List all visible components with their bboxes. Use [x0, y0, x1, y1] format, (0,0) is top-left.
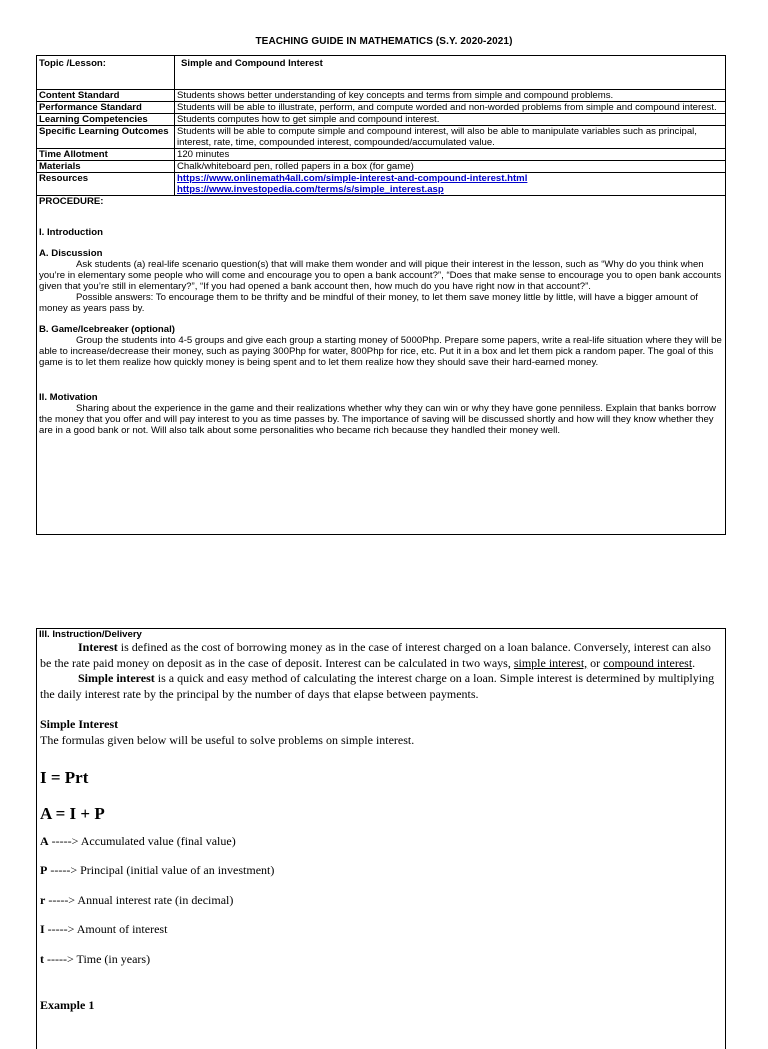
resources-value	[175, 173, 726, 196]
definition-symbol: I	[40, 922, 45, 937]
interest-text-c: .	[692, 655, 696, 670]
definition-symbol: r	[40, 892, 46, 907]
content-standard-label: Content Standard	[37, 90, 175, 102]
formula-a-ip: A = I + P	[40, 803, 105, 823]
definition-text: -----> Time (in years)	[44, 951, 151, 966]
definition-line	[40, 863, 721, 879]
performance-standard-row	[37, 102, 726, 114]
materials-label: Materials	[37, 161, 175, 173]
interest-text-a: is defined as the cost of borrowing money as in the case of interest charged on a loan balance. Conversely, interest can also be the rate paid money on deposit as in the case of deposit. Interest can be calculated in two ways,	[40, 640, 711, 670]
performance-standard-value: Students will be able to illustrate, perform, and compute worded and non-worded problems from simple and compound interest.	[175, 102, 726, 114]
learning-competencies-label: Learning Competencies	[37, 114, 175, 126]
specific-outcomes-row	[37, 126, 726, 149]
teaching-guide-table	[36, 55, 726, 535]
definition-line	[40, 834, 721, 850]
definition-text: -----> Accumulated value (final value)	[48, 833, 236, 848]
document-title: TEACHING GUIDE IN MATHEMATICS (S.Y. 2020-2021)	[255, 36, 513, 47]
definition-symbol: P	[40, 863, 48, 878]
simple-interest-text: is a quick and easy method of calculating the interest charge on a loan. Simple interest is determined by multiplying the daily interest rate by the principal by the number of days that elapse between payments.	[40, 671, 715, 701]
motivation-text: Sharing about the experience in the game and their realizations whether why they can win or why they have gone penniless. Explain that banks borrow the money that you offer and will pay interest to you as time passes by. The importance of saving will be discussed shortly and how will they know whether they are in a good bank or not. Will also talk about some personalities who became rich because they handled their money well.	[39, 403, 716, 436]
interest-paragraph	[40, 640, 721, 671]
possible-answers-text: Possible answers: To encourage them to be thrifty and be mindful of their money, to let them save money little by little, will have a bigger amount of money as years pass by.	[39, 292, 698, 314]
simple-interest-link: simple interest,	[513, 655, 588, 670]
procedure-cell	[37, 196, 726, 535]
content-standard-value: Students shows better understanding of key concepts and terms from simple and compound problems.	[175, 90, 726, 102]
topic-row	[37, 56, 726, 90]
topic-value: Simple and Compound Interest	[175, 56, 726, 90]
game-heading: B. Game/Icebreaker (optional)	[39, 324, 175, 335]
formula-i-prt: I = Prt	[40, 767, 89, 787]
definition-symbol: t	[40, 951, 44, 966]
definition-text: -----> Principal (initial value of an investment)	[47, 863, 275, 878]
definition-symbol: A	[40, 833, 49, 848]
discussion-text: Ask students (a) real-life scenario question(s) that will make them wonder and will pique their interest in the lesson, such as “Why do you think when you’re in elementary some people who will come and encourage you to open a bank account?”, “Does that make sense to encourage you to open bank accounts given that you’re still in elementary?”, “If you had opened a bank account then, how much do you have right now in that account?”.	[39, 259, 722, 292]
compound-interest-link: compound interest	[603, 655, 693, 670]
specific-outcomes-label: Specific Learning Outcomes	[37, 126, 175, 149]
resource-link-onlinemath4all[interactable]: https://www.onlinemath4all.com/simple-interest-and-compound-interest.html	[177, 173, 528, 184]
definition-line	[40, 922, 721, 938]
introduction-heading: I. Introduction	[39, 227, 103, 238]
procedure-row	[37, 196, 726, 535]
materials-value: Chalk/whiteboard pen, rolled papers in a box (for game)	[175, 161, 726, 173]
interest-term: Interest	[78, 640, 118, 654]
resources-label: Resources	[37, 173, 175, 196]
discussion-heading: A. Discussion	[39, 248, 103, 259]
performance-standard-label: Performance Standard	[37, 102, 175, 114]
materials-row	[37, 161, 726, 173]
resources-row	[37, 173, 726, 196]
time-allotment-label: Time Allotment	[37, 149, 175, 161]
learning-competencies-row	[37, 114, 726, 126]
procedure-heading: PROCEDURE:	[39, 196, 104, 207]
game-text: Group the students into 4-5 groups and give each group a starting money of 5000Php. Prepare some papers, write a real-life situation where they will be able to increase/decrease their money, such as paying 300Php for water, 800Php for rice, etc. Put it in a box and let them pick a random paper. The goal of this game is to let them realize how quickly money is being spent and to let them realize how they should save their hard-earned money.	[39, 335, 722, 368]
motivation-heading: II. Motivation	[39, 392, 98, 403]
instruction-section	[36, 628, 726, 1049]
resource-link-investopedia[interactable]: https://www.investopedia.com/terms/s/simple_interest.asp	[177, 184, 444, 195]
example-heading: Example 1	[40, 997, 95, 1012]
time-allotment-row	[37, 149, 726, 161]
simple-interest-paragraph	[40, 671, 721, 702]
learning-competencies-value: Students computes how to get simple and compound interest.	[175, 114, 726, 126]
formulas-intro: The formulas given below will be useful to solve problems on simple interest.	[40, 732, 415, 747]
definition-text: -----> Annual interest rate (in decimal)	[45, 892, 234, 907]
topic-label: Topic /Lesson:	[37, 56, 175, 90]
specific-outcomes-value: Students will be able to compute simple and compound interest, will also be able to manipulate variables such as principal, interest, rate, time, compounded interest, compounded/accumulated value.	[175, 126, 726, 149]
interest-text-b: or	[587, 655, 604, 670]
definition-line	[40, 893, 721, 909]
instruction-heading: III. Instruction/Delivery	[39, 629, 142, 640]
simple-interest-term: Simple interest	[78, 671, 155, 686]
definition-line	[40, 952, 721, 968]
variable-definitions	[40, 834, 721, 968]
time-allotment-value: 120 minutes	[175, 149, 726, 161]
definition-text: -----> Amount of interest	[44, 922, 168, 937]
content-standard-row	[37, 90, 726, 102]
simple-interest-heading: Simple Interest	[40, 717, 119, 732]
